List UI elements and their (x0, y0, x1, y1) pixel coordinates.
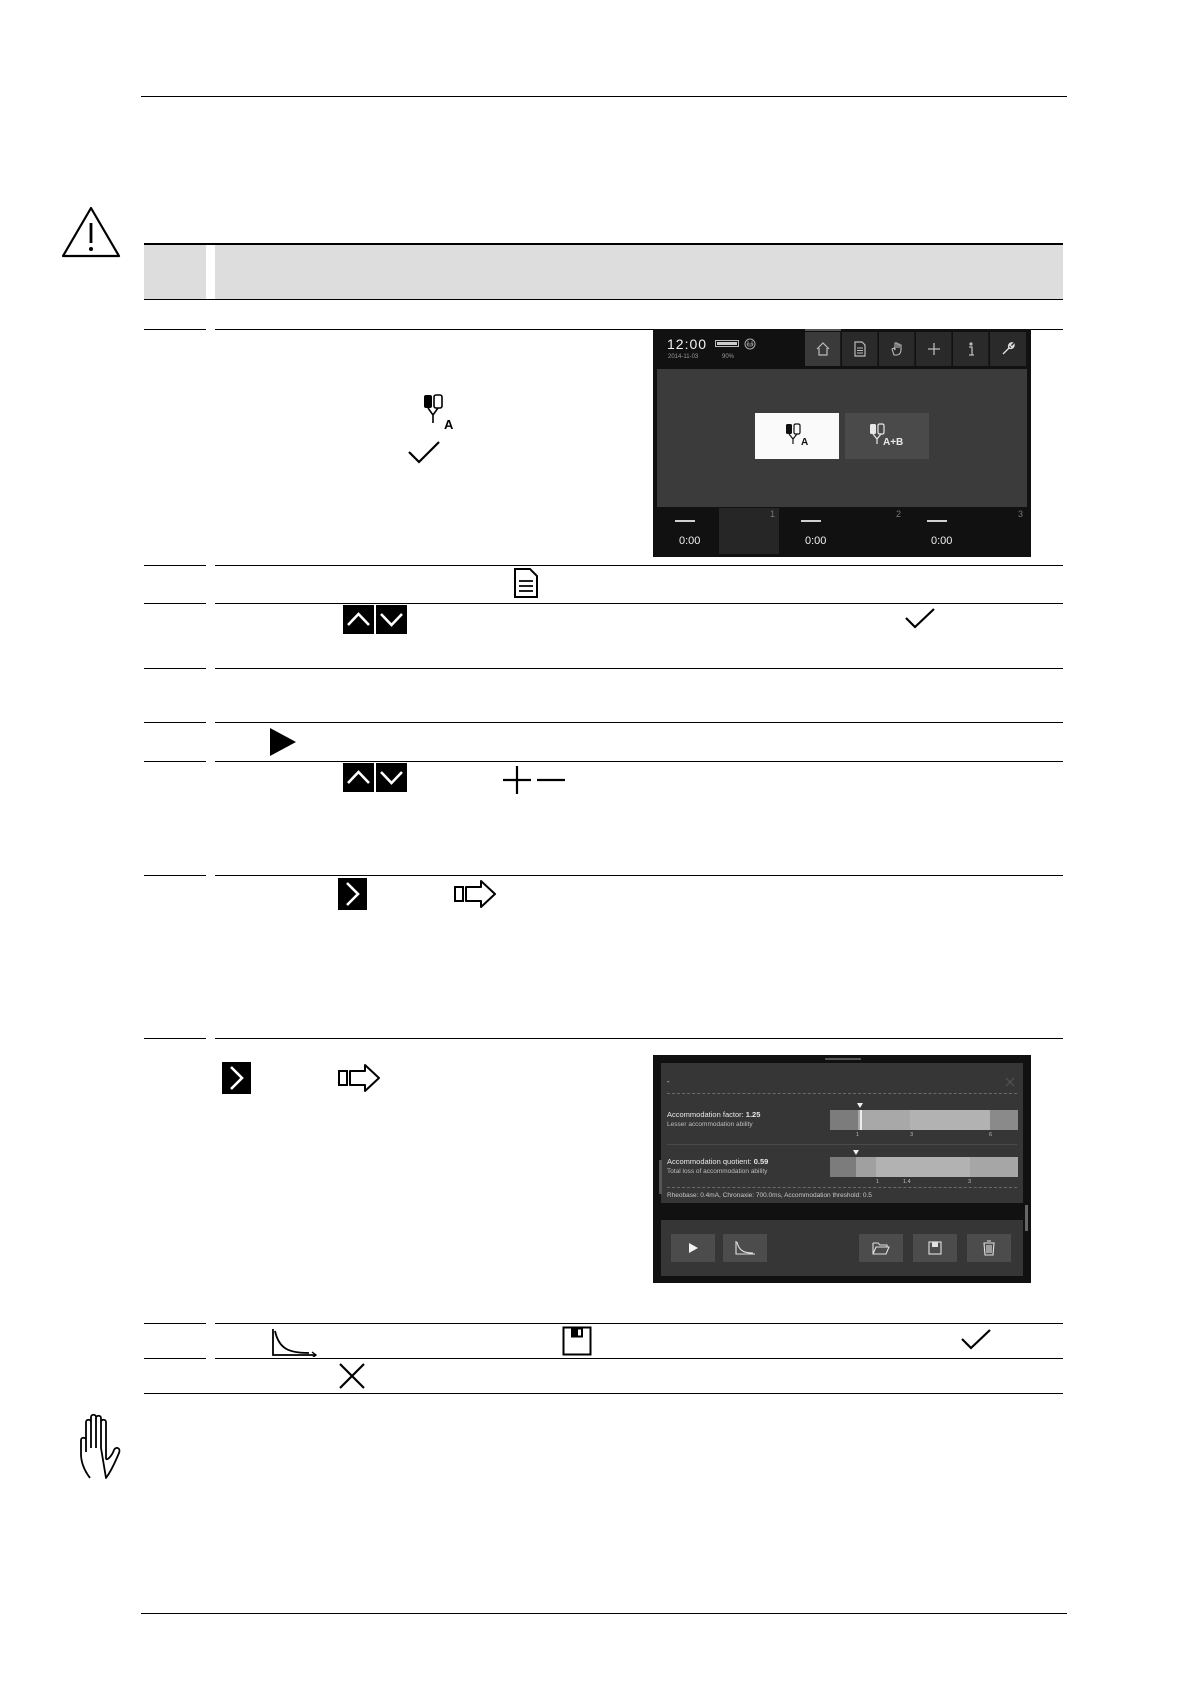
quotient-sub: Total loss of accommodation ability (667, 1168, 768, 1175)
checkmark-icon (960, 1328, 992, 1352)
electrode-a-icon (783, 423, 811, 449)
channel-2-time: 0:00 (805, 535, 827, 547)
home-body (657, 369, 1027, 507)
tab-settings[interactable] (990, 332, 1026, 366)
plus-icon (502, 765, 532, 795)
next-arrow-icon (453, 879, 497, 909)
factor-bar-seg (910, 1110, 990, 1130)
stop-hand-icon (78, 1412, 124, 1482)
clock: 12:00 (667, 336, 708, 352)
battery-percent: 90% (722, 354, 735, 360)
quotient-bar-seg (876, 1157, 970, 1177)
play-button[interactable] (671, 1234, 715, 1262)
tab-info[interactable] (953, 332, 989, 366)
checkmark-icon (904, 607, 936, 631)
option-b-label: A+B (883, 437, 904, 448)
factor-label-text: Accommodation factor: (667, 1110, 744, 1119)
delete-button[interactable] (967, 1234, 1011, 1262)
electrode-a-label: A (444, 417, 454, 432)
save-button[interactable] (913, 1234, 957, 1262)
summary-footer: Rheobase: 0.4mA, Chronaxie: 700.0ms, Accommodation threshold: 0.5 (667, 1192, 872, 1199)
channel-1[interactable] (657, 508, 717, 554)
factor-tick: 3 (910, 1132, 914, 1138)
factor-value: 1.25 (745, 1110, 761, 1119)
row-rule-step (144, 722, 206, 723)
info-icon (964, 341, 978, 357)
arrow-up-button-icon (343, 605, 374, 634)
status-bar (653, 329, 1031, 369)
row-rule-step (144, 1358, 206, 1359)
results-panel (661, 1063, 1023, 1203)
row-rule-step (144, 329, 206, 330)
option-a-label: A (801, 437, 809, 448)
table-header (144, 243, 1063, 300)
electrode-a-icon (420, 393, 456, 433)
play-icon (688, 1242, 699, 1254)
quotient-value: 0.59 (753, 1157, 769, 1166)
separator (667, 1093, 1017, 1094)
row-rule-step (144, 1038, 206, 1039)
separator (667, 1144, 1017, 1145)
save-icon (562, 1326, 592, 1356)
top-notch (825, 1058, 861, 1060)
close-icon (338, 1362, 366, 1390)
factor-tick: 1 (856, 1132, 860, 1138)
checkmark-icon (407, 440, 441, 466)
factor-marker-icon (857, 1103, 863, 1109)
channel-2-number: 2 (895, 509, 901, 519)
quotient-marker-icon (853, 1150, 859, 1156)
factor-label (667, 1110, 760, 1119)
channel-3[interactable] (909, 508, 969, 554)
delete-icon (982, 1240, 996, 1256)
action-bar (661, 1220, 1023, 1276)
quotient-bar-seg (970, 1157, 1018, 1177)
next-arrow-icon (337, 1063, 381, 1093)
wrench-icon (1000, 341, 1016, 357)
battery-fill (717, 342, 737, 345)
tab-manual[interactable] (879, 332, 915, 366)
plus-icon (927, 342, 941, 356)
quotient-tick: 1.4 (903, 1179, 911, 1185)
channel-1-panel (719, 508, 779, 554)
warning-icon (60, 205, 122, 259)
channel-1-time: 0:00 (679, 535, 701, 547)
curve-icon (734, 1240, 756, 1256)
channel-1-number: 1 (769, 509, 775, 519)
row-rule-action (215, 1358, 1063, 1359)
save-icon (928, 1241, 942, 1255)
row-rule-action (215, 761, 1063, 762)
row-rule-step (144, 603, 206, 604)
quotient-tick: 3 (968, 1179, 972, 1185)
close-icon[interactable] (1005, 1077, 1015, 1087)
quotient-bar-seg (856, 1157, 876, 1177)
chevron-right-button-icon (222, 1062, 251, 1094)
quotient-label-text: Accommodation quotient: (667, 1157, 752, 1166)
top-notch (805, 329, 841, 331)
electrode-ab-icon (867, 423, 907, 449)
option-dual-channel-ab[interactable] (845, 413, 929, 459)
device-screen-home (653, 329, 1031, 557)
page-footer-rule (141, 1613, 1067, 1614)
curve-button[interactable] (723, 1234, 767, 1262)
table-header-action-cell (215, 245, 1063, 299)
channel-dash (675, 520, 695, 522)
quotient-label (667, 1157, 768, 1166)
table-bottom-rule (144, 1393, 1063, 1394)
chevron-right-button-icon (338, 878, 367, 910)
factor-tick: 6 (989, 1132, 993, 1138)
row-rule-action (215, 603, 1063, 604)
device-screen-results (653, 1055, 1031, 1283)
page-header-rule (141, 96, 1067, 97)
row-rule-step (144, 565, 206, 566)
arrow-down-button-icon (376, 605, 407, 634)
factor-bar (830, 1110, 1018, 1130)
arrow-up-button-icon (343, 763, 374, 792)
row-rule-step (144, 1323, 206, 1324)
tab-home[interactable] (805, 332, 841, 366)
table-header-step-cell (144, 245, 206, 299)
factor-bar-seg (990, 1110, 1018, 1130)
open-button[interactable] (859, 1234, 903, 1262)
battery-indicator (715, 340, 739, 347)
side-handle[interactable] (659, 1160, 662, 1194)
option-single-channel-a[interactable] (755, 413, 839, 459)
quotient-bar-seg (830, 1157, 856, 1177)
home-icon (815, 341, 831, 357)
channel-3-time: 0:00 (931, 535, 953, 547)
minus-icon (536, 765, 566, 795)
row-rule-step (144, 875, 206, 876)
channel-dash (927, 520, 947, 522)
row-rule-step (144, 761, 206, 762)
channel-3-panel (971, 508, 1027, 554)
separator (667, 1187, 1017, 1188)
factor-bar-seg (830, 1110, 858, 1130)
channel-2[interactable] (783, 508, 843, 554)
row-rule-action (215, 668, 1063, 669)
row-rule-action (215, 875, 1063, 876)
quotient-tick: 1 (876, 1179, 880, 1185)
results-title: - (667, 1077, 670, 1086)
document-icon (512, 567, 540, 599)
date: 2014-11-03 (668, 354, 699, 360)
channel-2-panel (845, 508, 905, 554)
channel-dash (801, 520, 821, 522)
hand-icon (889, 341, 905, 357)
curve-icon (271, 1327, 317, 1357)
folder-open-icon (872, 1241, 890, 1255)
factor-bar-seg (858, 1110, 910, 1130)
factor-marker (860, 1110, 862, 1130)
document-icon (853, 341, 867, 357)
row-rule-action (215, 565, 1063, 566)
channel-3-number: 3 (1017, 509, 1023, 519)
scrollbar[interactable] (1025, 1205, 1028, 1231)
tab-document[interactable] (842, 332, 878, 366)
power-plug-icon (744, 338, 756, 350)
row-rule-action (215, 1323, 1063, 1324)
arrow-down-button-icon (376, 763, 407, 792)
quotient-bar (830, 1157, 1018, 1177)
tab-add[interactable] (916, 332, 952, 366)
row-rule-action (215, 1038, 1063, 1039)
play-icon (269, 727, 297, 757)
factor-sub: Lesser accommodation ability (667, 1121, 753, 1128)
row-rule-step (144, 668, 206, 669)
row-rule-action (215, 722, 1063, 723)
